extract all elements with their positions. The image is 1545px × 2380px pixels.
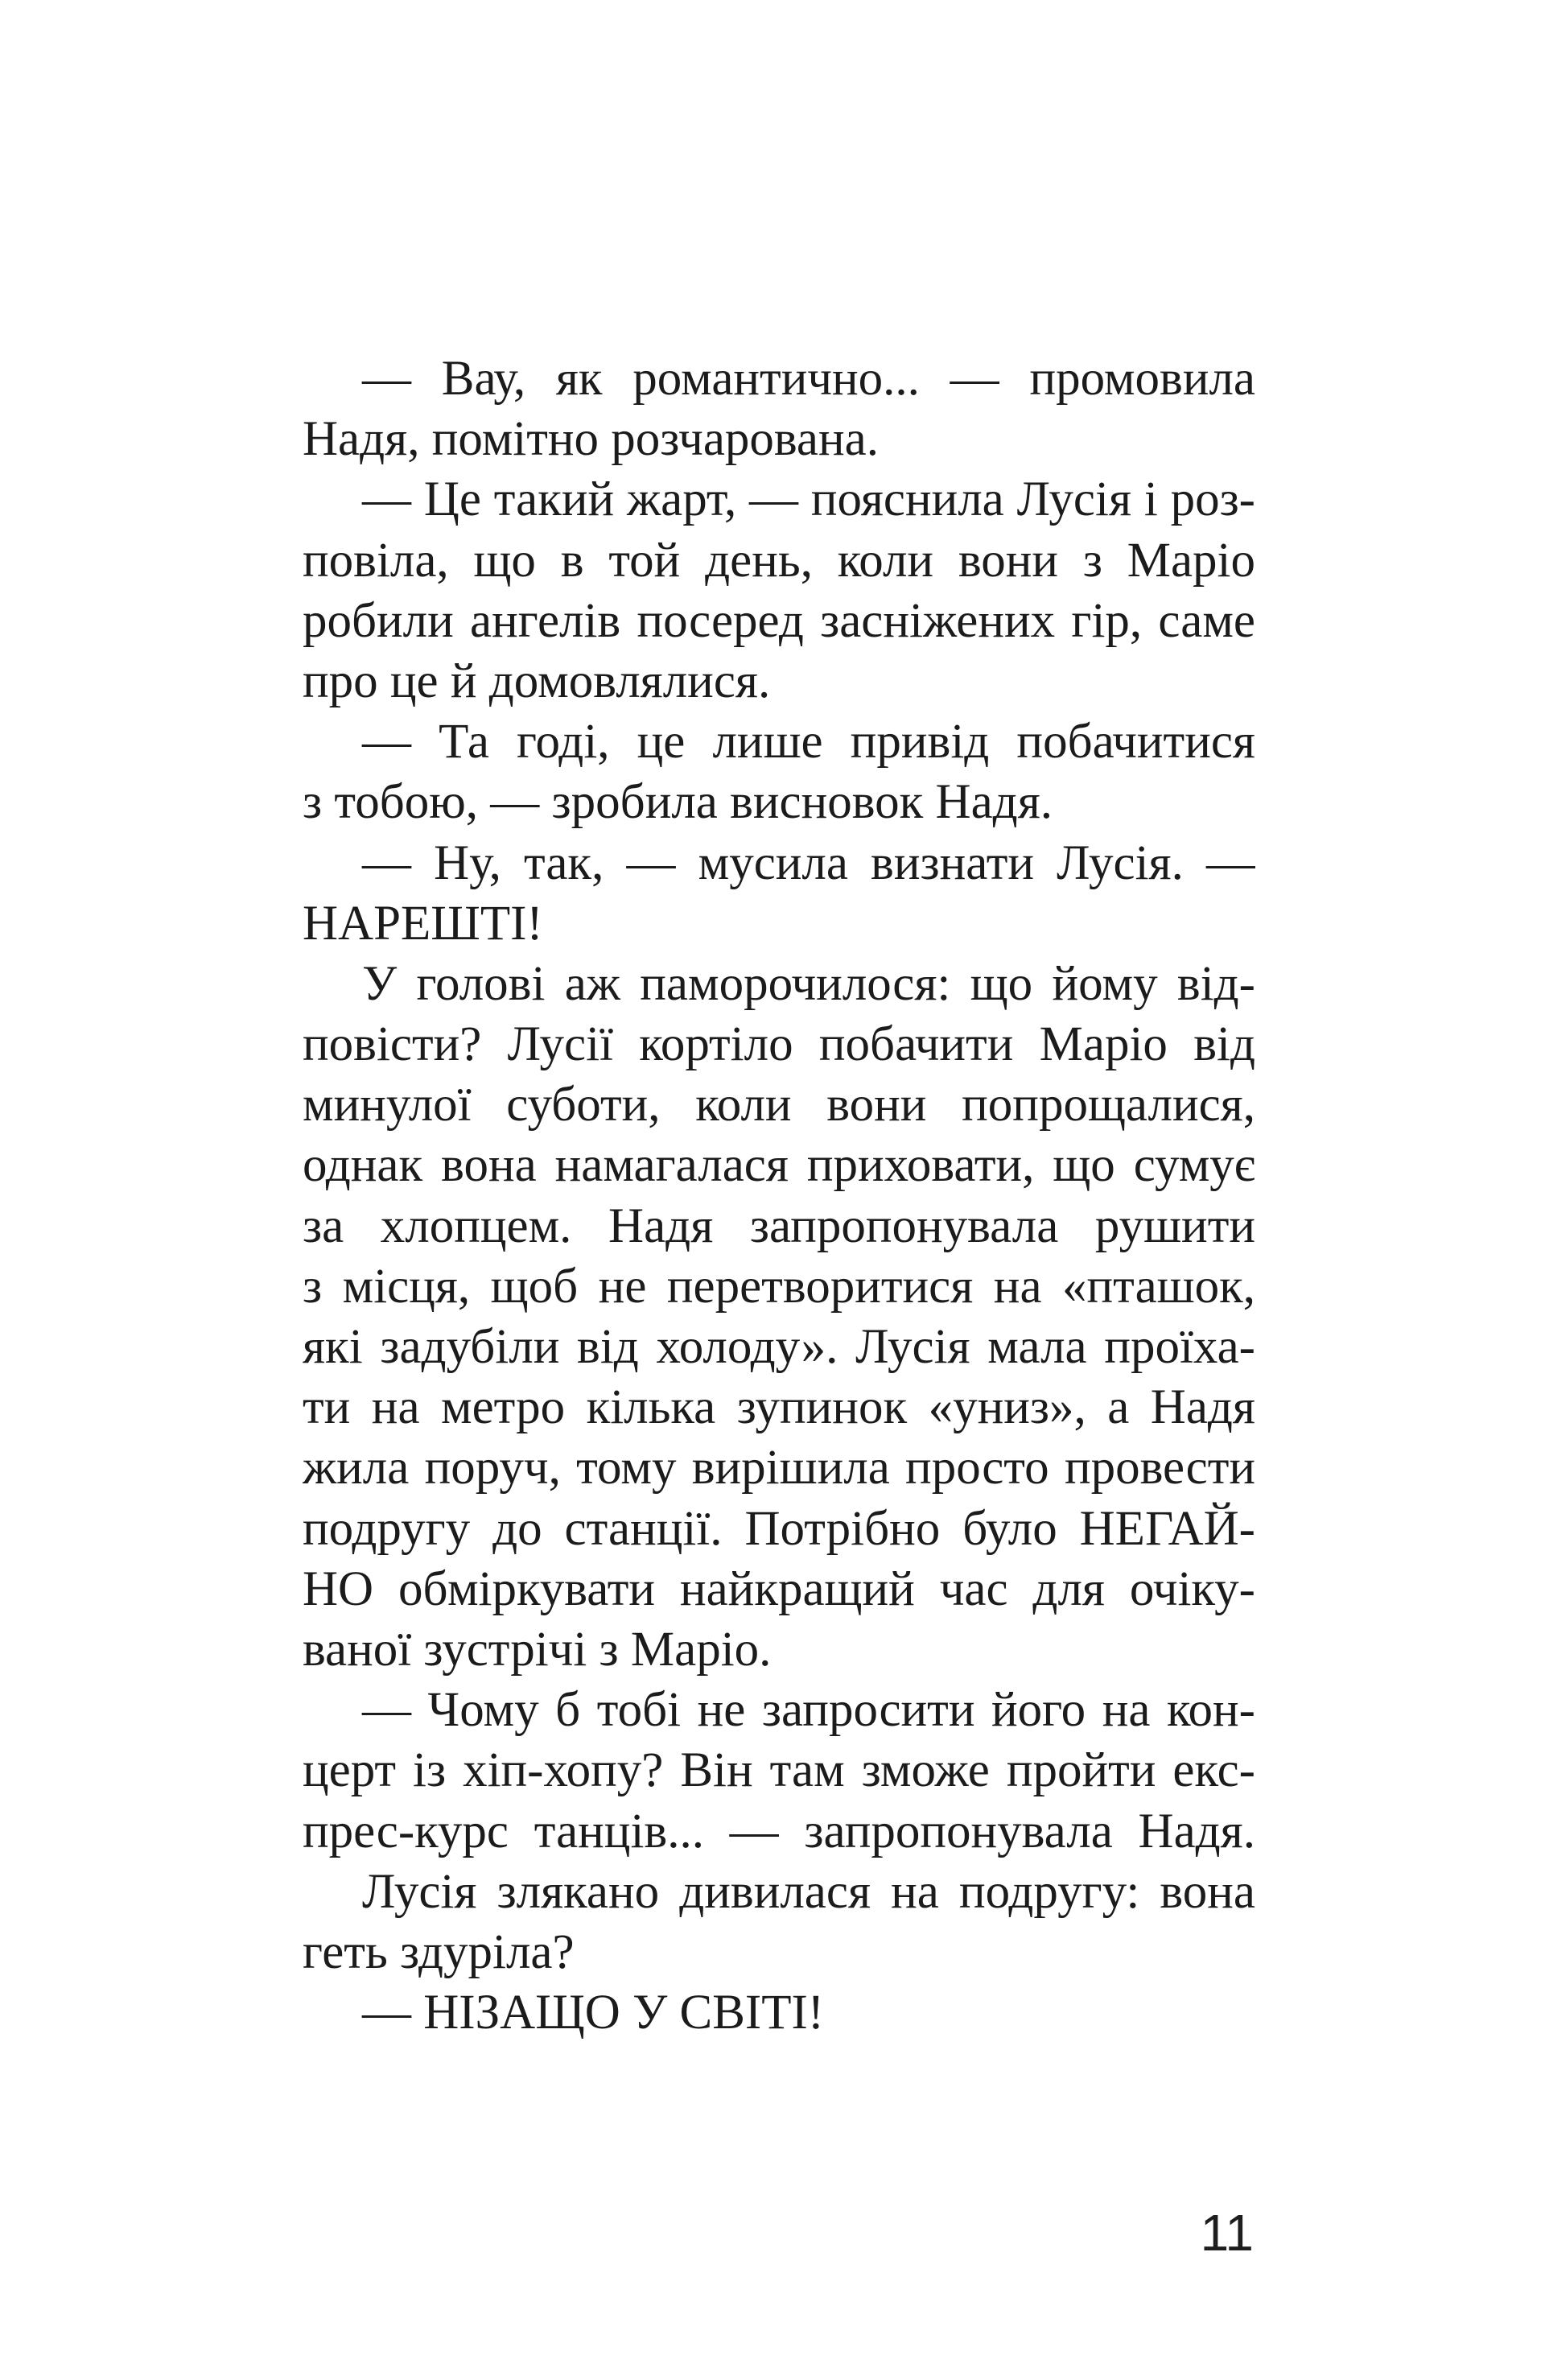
text-line: повісти? Лусії кортіло побачити Маріо від bbox=[303, 1017, 1255, 1072]
text-line: ваної зустрічі з Маріо. bbox=[303, 1622, 772, 1677]
text-line: Лусія злякано дивилася на подругу: вона bbox=[362, 1864, 1255, 1919]
text-line: геть здуріла? bbox=[303, 1924, 575, 1979]
text-line: про це й домовлялися. bbox=[303, 654, 771, 708]
text-line: за хлопцем. Надя запропонувала рушити bbox=[303, 1198, 1255, 1253]
text-line: — Чому б тобі не запросити його на кон- bbox=[362, 1683, 1255, 1738]
text-line: — НІЗАЩО У СВІТІ! bbox=[362, 1986, 825, 2040]
text-line: подругу до станції. Потрібно було НЕГАЙ- bbox=[303, 1501, 1255, 1556]
text-line: прес-курс танців... — запропонувала Надя. bbox=[303, 1804, 1255, 1858]
text-line: — Це такий жарт, — пояснила Лусія і роз- bbox=[362, 472, 1255, 527]
text-line: НАРЕШТІ! bbox=[303, 896, 543, 951]
text-line: з місця, щоб не перетворитися на «пташок, bbox=[303, 1259, 1255, 1314]
text-line: ти на метро кілька зупинок «униз», а Надя bbox=[303, 1380, 1255, 1435]
text-line: повіла, що в той день, коли вони з Маріо bbox=[303, 533, 1255, 588]
text-line: з тобою, — зробила висновок Надя. bbox=[303, 775, 1053, 830]
text-line: НО обміркувати найкращий час для очіку- bbox=[303, 1561, 1255, 1616]
text-line: — Ну, так, — мусила визнати Лусія. — bbox=[362, 835, 1255, 890]
text-line: У голові аж паморочилося: що йому від- bbox=[362, 956, 1255, 1011]
text-line: минулої суботи, коли вони попрощалися, bbox=[303, 1078, 1255, 1132]
text-line: однак вона намагалася приховати, що сумує bbox=[303, 1138, 1255, 1193]
text-line: жила поруч, тому вирішила просто провести bbox=[303, 1441, 1255, 1495]
text-line: — Та годі, це лише привід побачитися bbox=[362, 715, 1255, 769]
text-line: — Вау, як романтично... — промовила bbox=[362, 352, 1255, 406]
text-line: церт із хіп-хопу? Він там зможе пройти екс- bbox=[303, 1743, 1255, 1798]
text-line: робили ангелів посеред засніжених гір, саме bbox=[303, 593, 1255, 648]
text-line: які задубіли від холоду». Лусія мала проїха- bbox=[303, 1320, 1255, 1374]
page-number: 11 bbox=[1200, 2204, 1254, 2262]
page-text bbox=[303, 349, 1255, 2043]
text-line: Надя, помітно розчарована. bbox=[303, 412, 879, 467]
